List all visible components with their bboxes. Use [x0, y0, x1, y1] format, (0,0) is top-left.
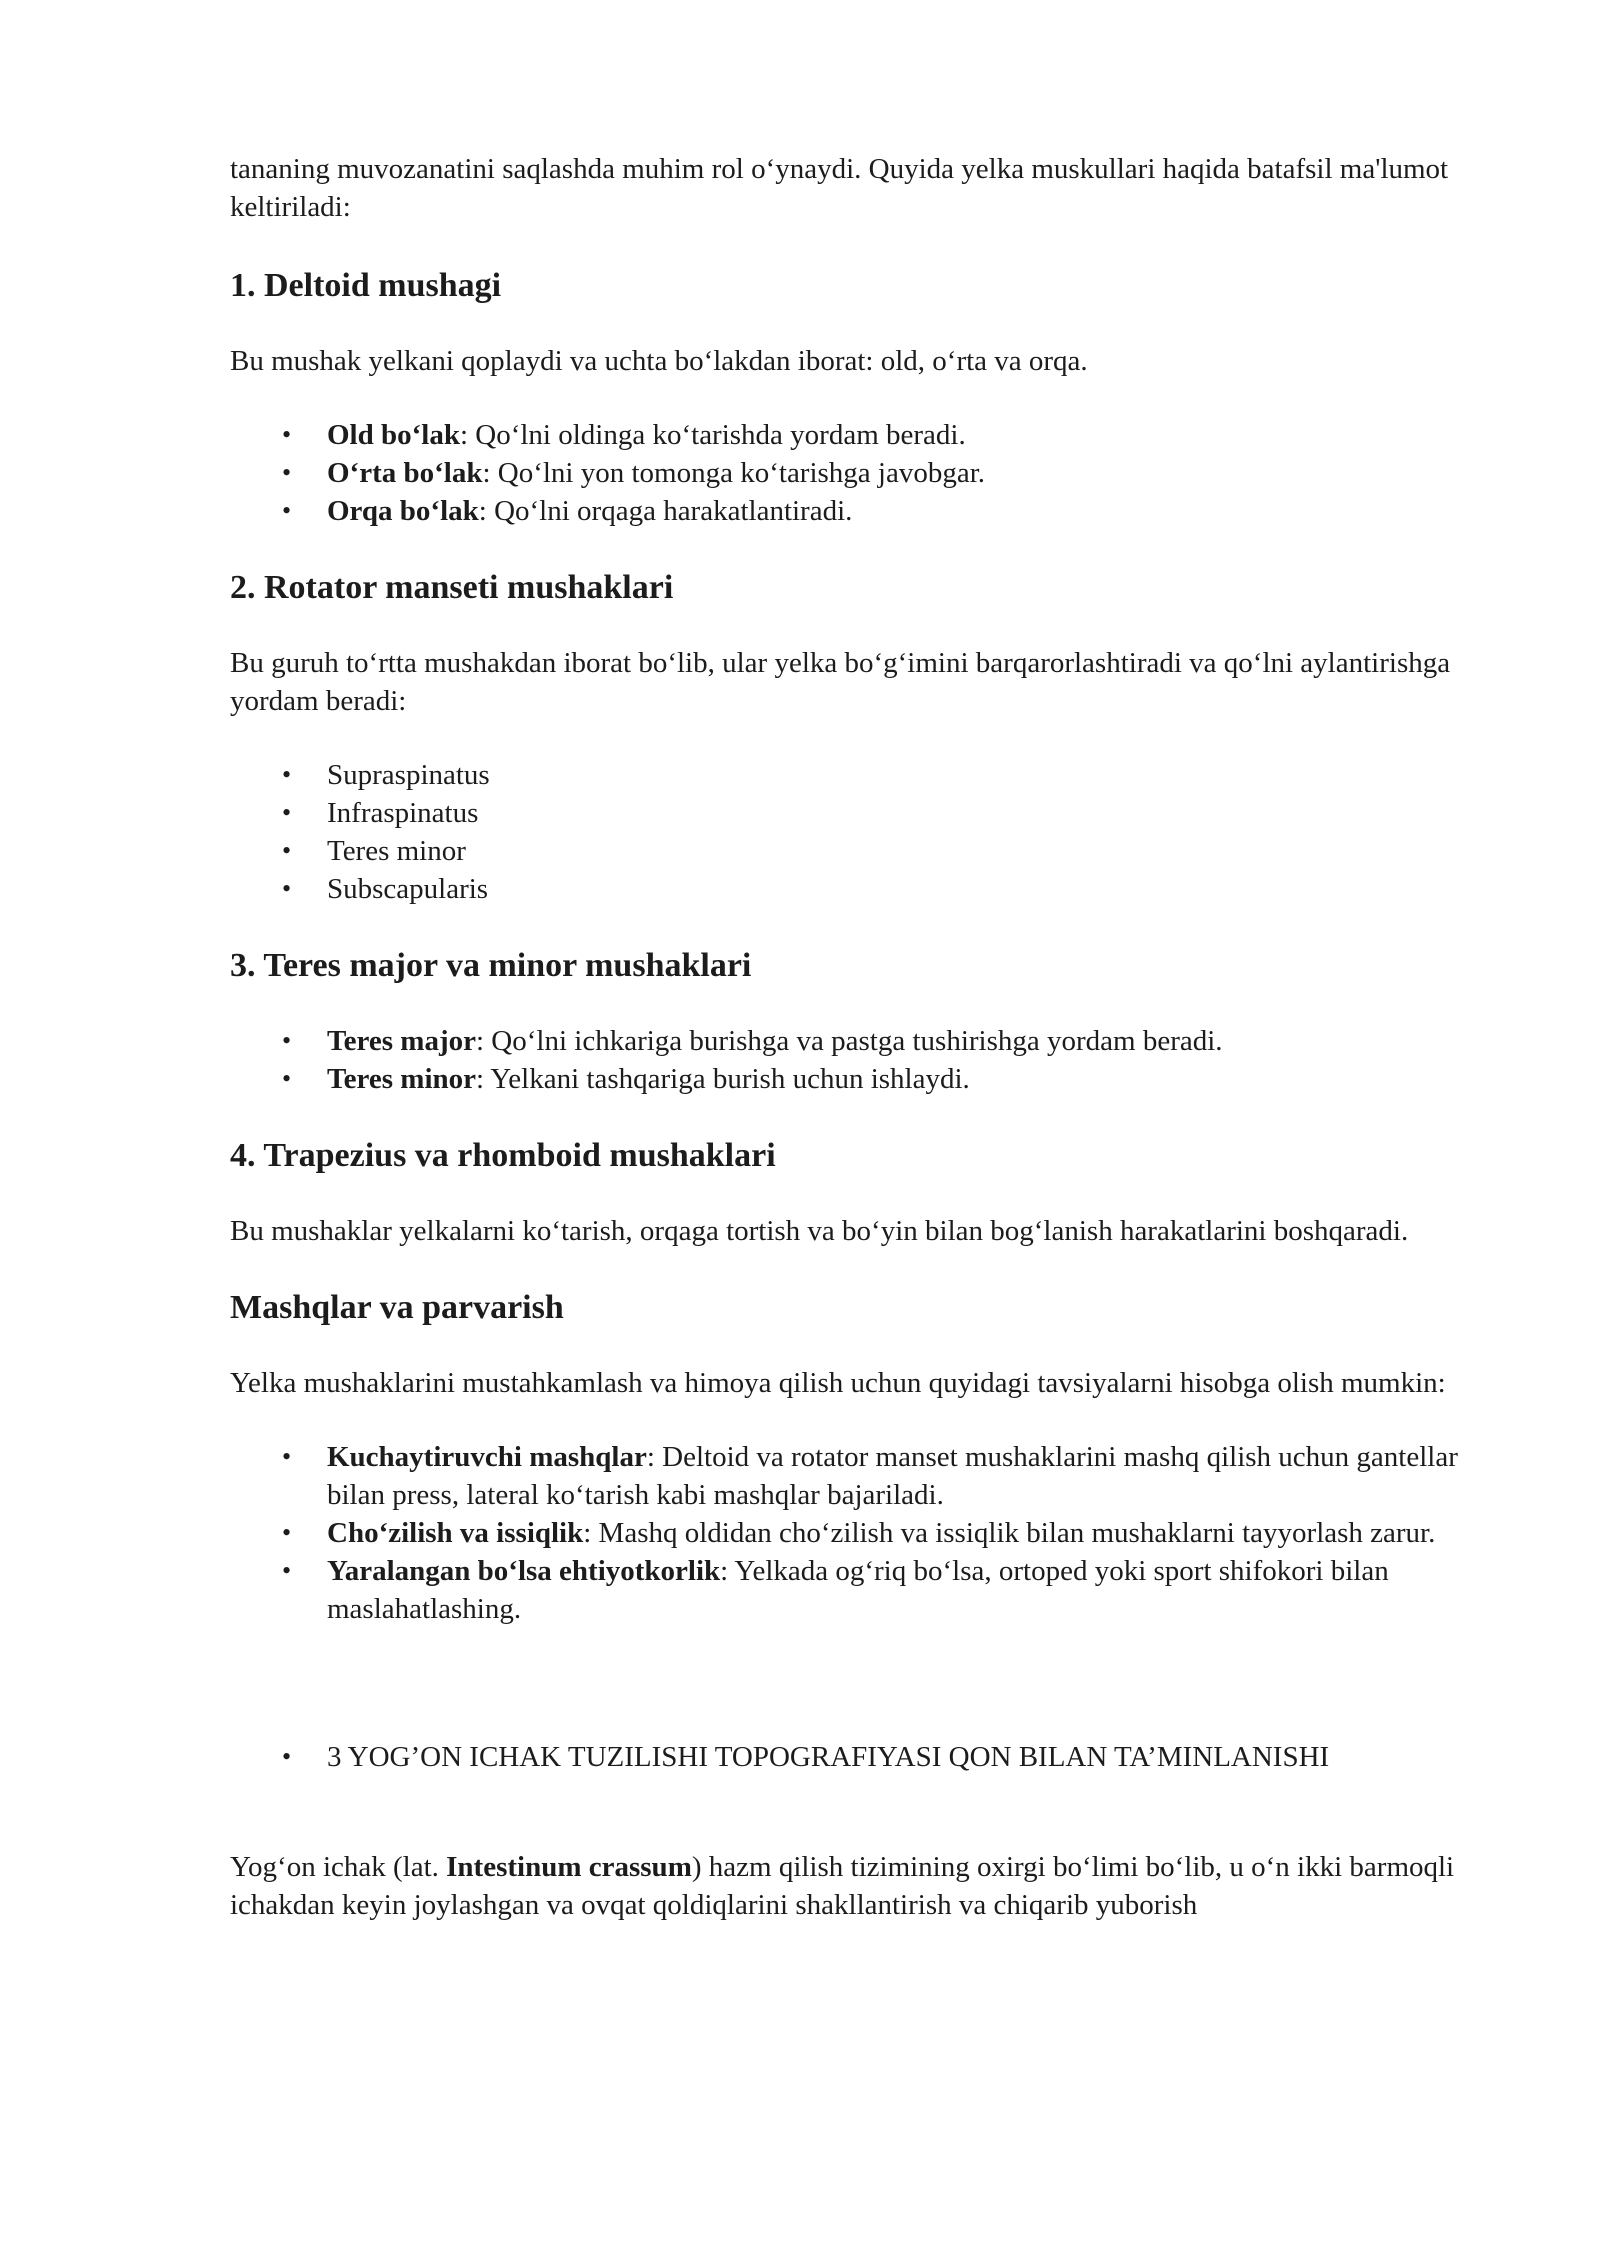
list-item	[230, 794, 1490, 832]
list-item-text: : Qo‘lni ichkariga burishga va pastga tushirishga yordam beradi.	[476, 1025, 1223, 1057]
rotator-paragraph: Bu guruh to‘rtta mushakdan iborat bo‘lib, ular yelka bo‘g‘imini barqarorlashtiradi va qo‘lni aylantirishga yordam beradi:	[230, 647, 1451, 717]
list-item-term: Orqa bo‘lak	[327, 495, 479, 527]
topic-item	[230, 1738, 1490, 1776]
bullet-icon: •	[282, 1742, 292, 1771]
list-item	[230, 1514, 1490, 1552]
bullet-icon: •	[282, 1442, 292, 1471]
list-item-term: Cho‘zilish va issiqlik	[327, 1517, 584, 1549]
document-page	[230, 150, 1490, 1924]
topic-list	[230, 1738, 1490, 1776]
list-item-term: Teres major	[327, 1025, 476, 1057]
deltoid-list	[230, 416, 1490, 530]
intro-paragraph: tananing muvozanatini saqlashda muhim rol o‘ynaydi. Quyida yelka muskullari haqida batafsil ma'lumot keltiriladi:	[230, 153, 1449, 223]
bullet-icon: •	[282, 1518, 292, 1547]
closing-text-before: Yog‘on ichak (lat.	[230, 1851, 447, 1883]
section-heading-exercises: Mashqlar va parvarish	[230, 1289, 564, 1326]
list-item-text: : Yelkani tashqariga burish uchun ishlaydi.	[476, 1063, 970, 1095]
rotator-list	[230, 756, 1490, 908]
bullet-icon: •	[282, 1064, 292, 1093]
list-item	[230, 1552, 1490, 1628]
section-heading-trapezius: 4. Trapezius va rhomboid mushaklari	[230, 1137, 776, 1174]
list-item-text: : Qo‘lni oldinga ko‘tarishda yordam beradi.	[459, 419, 966, 451]
closing-paragraph	[230, 1848, 1490, 1924]
bullet-icon: •	[282, 874, 292, 903]
bullet-icon: •	[282, 1556, 292, 1585]
bullet-icon: •	[282, 798, 292, 827]
list-item-text: Supraspinatus	[327, 759, 490, 791]
list-item-text: : Mashq oldidan cho‘zilish va issiqlik bilan mushaklarni tayyorlash zarur.	[583, 1517, 1436, 1549]
list-item	[230, 1060, 1490, 1098]
list-item-text: Teres minor	[327, 835, 466, 867]
topic-title: 3 YOG’ON ICHAK TUZILISHI TOPOGRAFIYASI QON BILAN TA’MINLANISHI	[327, 1741, 1330, 1773]
section-heading-rotator: 2. Rotator manseti mushaklari	[230, 569, 674, 606]
list-item	[230, 492, 1490, 530]
list-item-term: O‘rta bo‘lak	[327, 457, 483, 489]
list-item	[230, 1022, 1490, 1060]
bullet-icon: •	[282, 458, 292, 487]
bullet-icon: •	[282, 760, 292, 789]
bullet-icon: •	[282, 496, 292, 525]
section-heading-deltoid: 1. Deltoid mushagi	[230, 267, 502, 304]
list-item	[230, 870, 1490, 908]
closing-text-after: ) hazm qilish tizimining oxirgi bo‘limi bo‘lib, u o‘n ikki barmoqli ichakdan keyin joylashgan va ovqat qoldiqlarini shakllantirish va chiqarib yuborish	[230, 1851, 1455, 1921]
list-item-term: Old bo‘lak	[327, 419, 460, 451]
list-item	[230, 454, 1490, 492]
deltoid-paragraph: Bu mushak yelkani qoplaydi va uchta bo‘lakdan iborat: old, o‘rta va orqa.	[230, 345, 1088, 377]
list-item-term: Yaralangan bo‘lsa ehtiyotkorlik	[327, 1555, 721, 1587]
bullet-icon: •	[282, 1026, 292, 1055]
teres-list	[230, 1022, 1490, 1098]
list-item-text: : Qo‘lni orqaga harakatlantiradi.	[478, 495, 853, 527]
list-item-term: Kuchaytiruvchi mashqlar	[327, 1441, 647, 1473]
list-item-text: Infraspinatus	[327, 797, 479, 829]
section-heading-teres: 3. Teres major va minor mushaklari	[230, 947, 752, 984]
exercises-list	[230, 1438, 1490, 1628]
list-item-text: : Qo‘lni yon tomonga ko‘tarishga javobgar.	[482, 457, 986, 489]
bullet-icon: •	[282, 420, 292, 449]
list-item-text: Subscapularis	[327, 873, 489, 905]
list-item-text: : Deltoid va rotator manset mushaklarini mashq qilish uchun gantellar bilan press, lateral ko‘tarish kabi mashqlar bajariladi.	[327, 1441, 1458, 1511]
list-item	[230, 756, 1490, 794]
exercises-paragraph: Yelka mushaklarini mustahkamlash va himoya qilish uchun quyidagi tavsiyalarni hisobga olish mumkin:	[230, 1367, 1446, 1399]
list-item	[230, 416, 1490, 454]
latin-term: Intestinum crassum	[446, 1851, 692, 1883]
trapezius-paragraph: Bu mushaklar yelkalarni ko‘tarish, orqaga tortish va bo‘yin bilan bog‘lanish harakatlarini boshqaradi.	[230, 1215, 1409, 1247]
list-item-term: Teres minor	[327, 1063, 477, 1095]
list-item	[230, 832, 1490, 870]
list-item-text: : Yelkada og‘riq bo‘lsa, ortoped yoki sport shifokori bilan maslahatlashing.	[327, 1555, 1389, 1625]
bullet-icon: •	[282, 836, 292, 865]
list-item	[230, 1438, 1490, 1514]
